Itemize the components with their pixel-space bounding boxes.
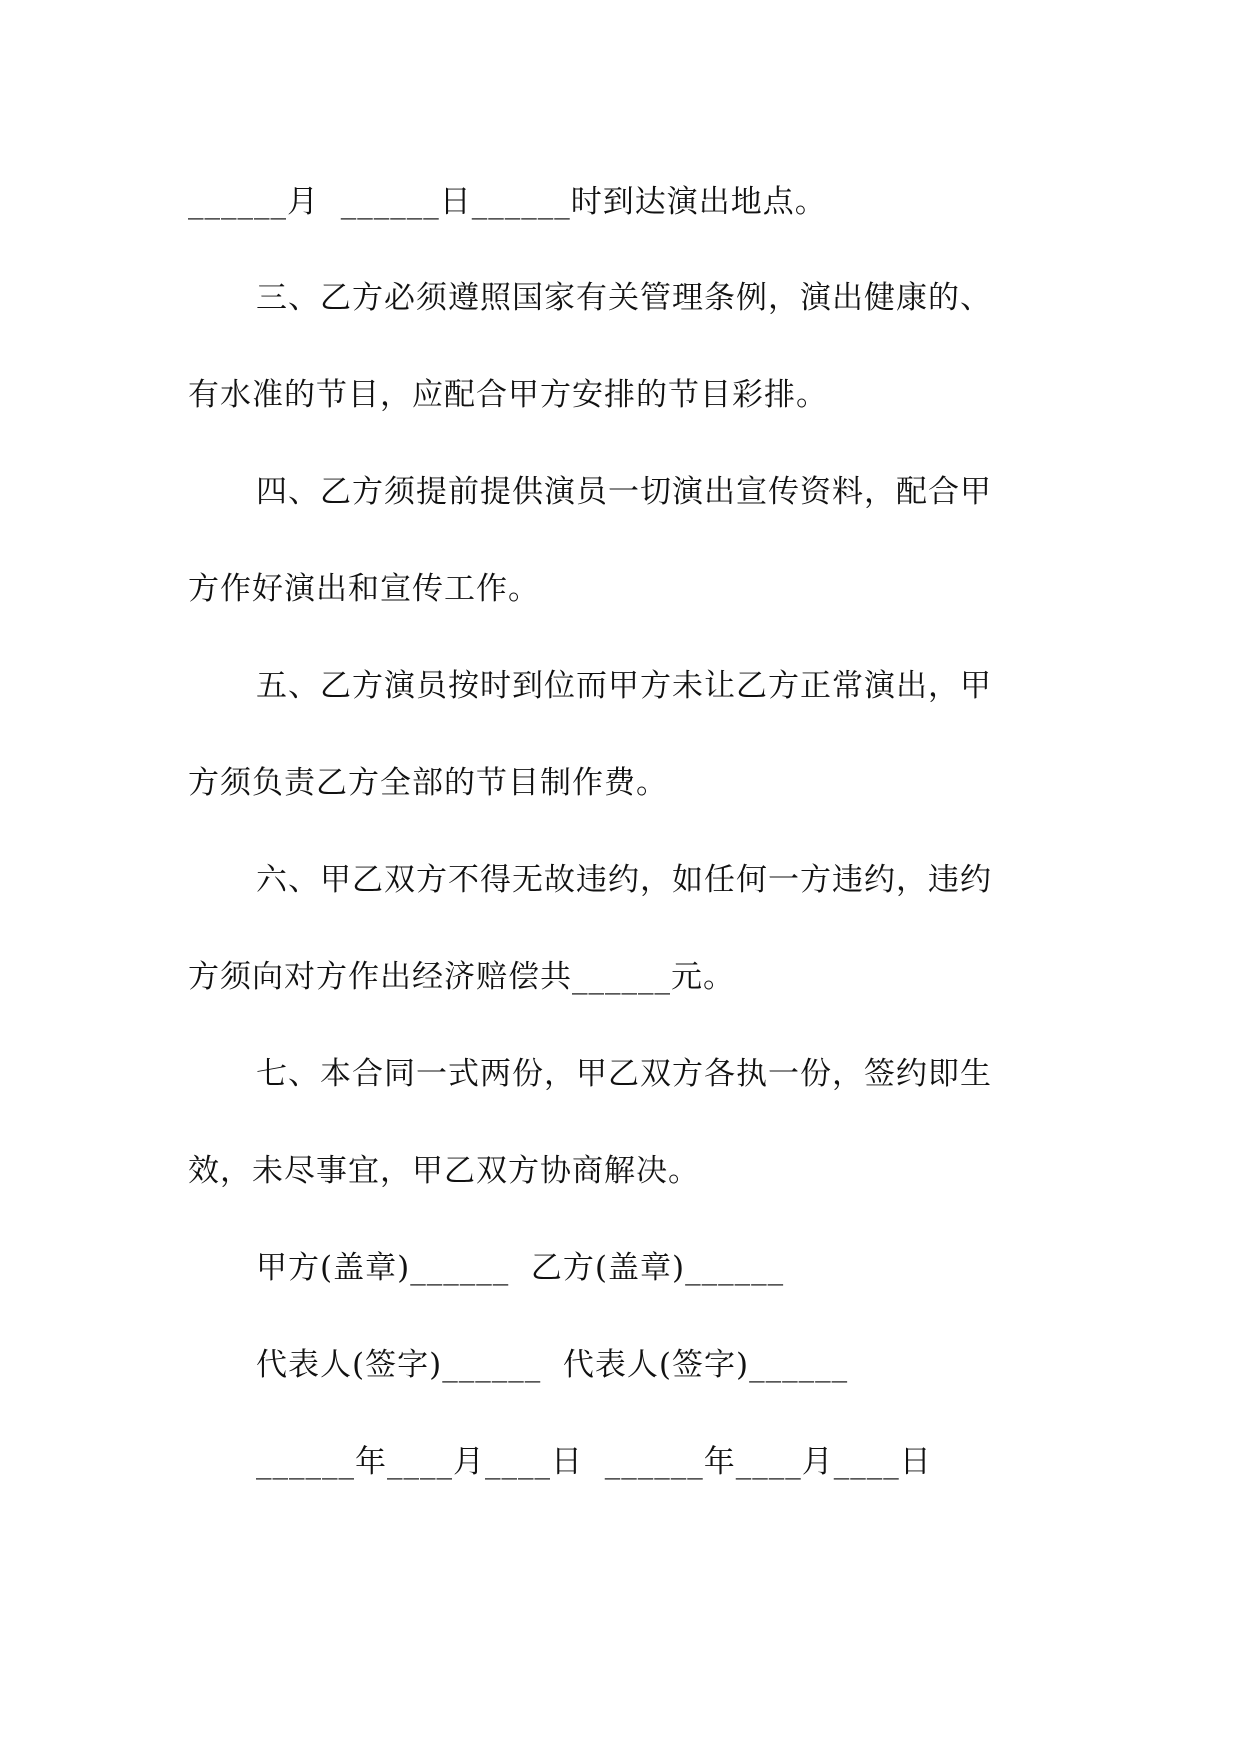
clause-4-line-2: 方作好演出和宣传工作。 [188, 571, 540, 607]
signature-date-line: ______年____月____日 ______年____月____日 [256, 1444, 932, 1480]
clause-7-line-1: 七、本合同一式两份，甲乙双方各执一份，签约即生 [256, 1056, 992, 1092]
clause-4-line-1: 四、乙方须提前提供演员一切演出宣传资料，配合甲 [256, 474, 992, 510]
clause-6-line-1: 六、甲乙双方不得无故违约，如任何一方违约，违约 [256, 862, 992, 898]
clause-7-line-2: 效，未尽事宜，甲乙双方协商解决。 [188, 1153, 700, 1189]
text-line-arrival-time: ______月 ______日______时到达演出地点。 [188, 184, 827, 220]
clause-6-line-2: 方须向对方作出经济赔偿共______元。 [188, 959, 735, 995]
clause-3-line-2: 有水准的节目，应配合甲方安排的节目彩排。 [188, 377, 828, 413]
clause-5-line-1: 五、乙方演员按时到位而甲方未让乙方正常演出，甲 [256, 668, 992, 704]
clause-3-line-1: 三、乙方必须遵照国家有关管理条例，演出健康的、 [256, 280, 992, 316]
clause-5-line-2: 方须负责乙方全部的节目制作费。 [188, 765, 668, 801]
signature-seal-line: 甲方(盖章)______ 乙方(盖章)______ [256, 1250, 785, 1286]
signature-representative-line: 代表人(签字)______ 代表人(签字)______ [256, 1347, 849, 1383]
